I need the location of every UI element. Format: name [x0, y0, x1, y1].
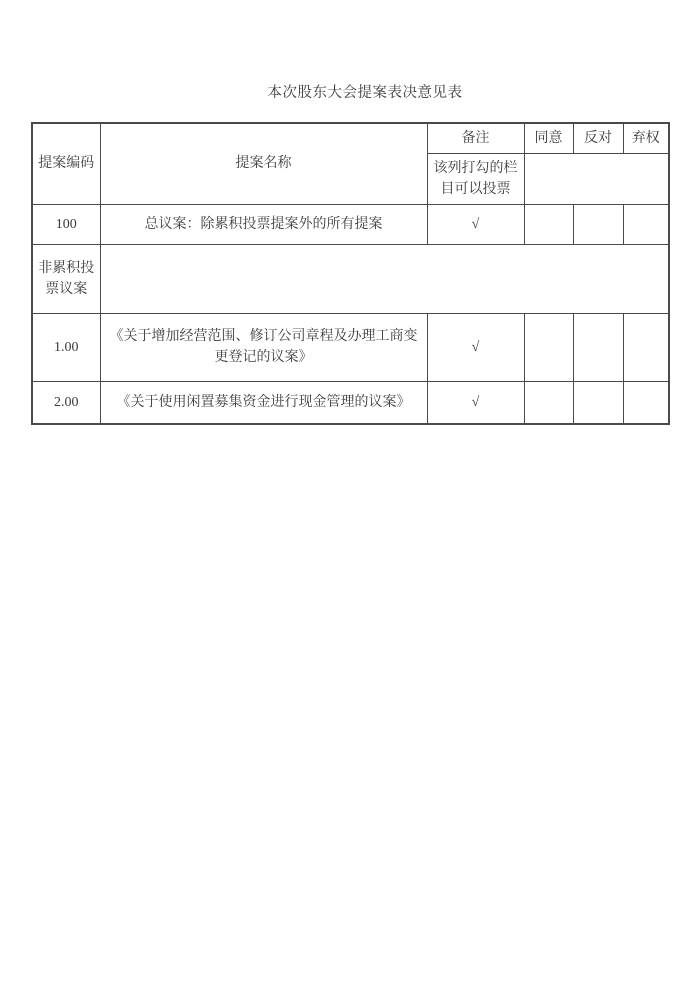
header-cell-proposal-code: 提案编码	[32, 123, 100, 204]
remark-note-cell: 该列打勾的栏目可以投票	[427, 153, 524, 204]
proposal-name-cell: 总议案：除累积投票提案外的所有提案	[100, 204, 427, 244]
abstain-vote-cell[interactable]	[623, 381, 669, 424]
agree-vote-cell[interactable]	[524, 381, 573, 424]
section-merged-empty-cell	[100, 244, 669, 313]
section-label-cell: 非累积投票议案	[32, 244, 100, 313]
proposal-name-cell: 《关于增加经营范围、修订公司章程及办理工商变更登记的议案》	[100, 313, 427, 381]
vote-columns-merged-empty-cell	[524, 153, 669, 204]
header-cell-agree: 同意	[524, 123, 573, 153]
agree-vote-cell[interactable]	[524, 313, 573, 381]
abstain-vote-cell[interactable]	[623, 313, 669, 381]
oppose-vote-cell[interactable]	[573, 313, 623, 381]
page-title: 本次股东大会提案表决意见表	[267, 85, 463, 101]
proposal-code-cell: 100	[32, 204, 100, 244]
remark-checkmark-cell: √	[427, 381, 524, 424]
header-cell-remark: 备注	[427, 123, 524, 153]
remark-checkmark-cell: √	[427, 204, 524, 244]
table-header-row-1	[32, 123, 669, 153]
proposal-vote-table	[31, 122, 670, 425]
proposal-name-cell: 《关于使用闲置募集资金进行现金管理的议案》	[100, 381, 427, 424]
proposal-row-2	[32, 381, 669, 424]
agree-vote-cell[interactable]	[524, 204, 573, 244]
proposal-code-cell: 2.00	[32, 381, 100, 424]
remark-checkmark-cell: √	[427, 313, 524, 381]
proposal-code-cell: 1.00	[32, 313, 100, 381]
oppose-vote-cell[interactable]	[573, 381, 623, 424]
oppose-vote-cell[interactable]	[573, 204, 623, 244]
proposal-row-1	[32, 313, 669, 381]
abstain-vote-cell[interactable]	[623, 204, 669, 244]
proposal-row-general	[32, 204, 669, 244]
header-cell-oppose: 反对	[573, 123, 623, 153]
section-row-non-cumulative	[32, 244, 669, 313]
header-cell-abstain: 弃权	[623, 123, 669, 153]
header-cell-proposal-name: 提案名称	[100, 123, 427, 204]
